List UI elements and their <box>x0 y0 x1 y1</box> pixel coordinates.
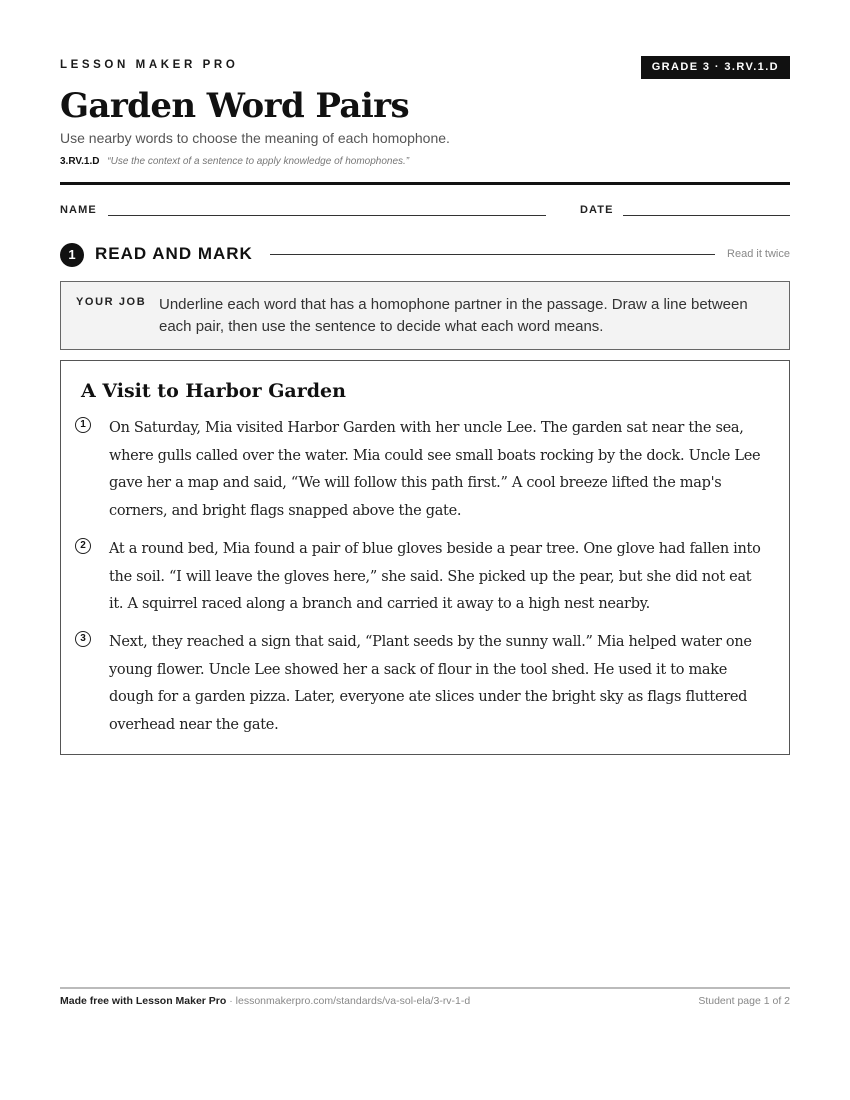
brand-name: LESSON MAKER PRO <box>60 59 239 71</box>
standard-text: “Use the context of a sentence to apply knowledge of homophones.” <box>107 156 410 167</box>
date-field[interactable] <box>623 215 790 216</box>
worksheet-header <box>60 56 790 80</box>
name-date-row <box>60 204 790 218</box>
paragraph-text: Next, they reached a sign that said, “Plant seeds by the sunny wall.” Mia helped water one young flower. Uncle Lee showed her a sack of flour in the tool shed. He used it to make dough for a garden pizza. Later, everyone ate slices under the bright sky as flags fluttered overhead near the gate. <box>109 634 752 733</box>
passage-box <box>60 360 790 755</box>
section-title: READ AND MARK <box>95 244 253 263</box>
section-hint: Read it twice <box>727 248 790 260</box>
page-subtitle: Use nearby words to choose the meaning of each homophone. <box>60 130 450 146</box>
grade-badge: GRADE 3 · 3.RV.1.D <box>641 56 790 79</box>
paragraph-text: At a round bed, Mia found a pair of blue gloves beside a pear tree. One glove had fallen into the soil. “I will leave the gloves here,” she said. She picked up the pear, but she did not eat it. A squirrel raced along a branch and carried it away to a high nest nearby. <box>109 541 761 612</box>
instructions-text: Underline each word that has a homophone partner in the passage. Draw a line between each pair, then use the sentence to decide what each word means. <box>159 296 748 335</box>
paragraph-text: On Saturday, Mia visited Harbor Garden with her uncle Lee. The garden sat near the sea, where gulls called over the water. Mia could see small boats rocking by the dock. Uncle Lee gave her a map and said, “We will follow this path first.” A cool breeze lifted the map's corners, and bright flags snapped above the gate. <box>109 420 761 519</box>
paragraph-number: 1 <box>75 417 91 433</box>
footer <box>60 995 790 1007</box>
instructions-label: YOUR JOB <box>76 296 147 308</box>
standard-code: 3.RV.1.D <box>60 156 100 167</box>
paragraph-number: 2 <box>75 538 91 554</box>
section-divider <box>270 254 715 255</box>
passage-title: A Visit to Harbor Garden <box>81 380 346 402</box>
date-label: DATE <box>580 204 614 216</box>
footer-divider <box>60 987 790 989</box>
name-field[interactable] <box>108 215 546 216</box>
footer-url: · lessonmakerpro.com/standards/va-sol-ela/3-rv-1-d <box>226 995 471 1007</box>
instructions-box <box>60 281 790 350</box>
footer-brand: Made free with Lesson Maker Pro <box>60 995 227 1007</box>
header-divider <box>60 182 790 185</box>
section-number-badge: 1 <box>60 243 84 267</box>
name-label: NAME <box>60 204 97 216</box>
paragraph-number: 3 <box>75 631 91 647</box>
section-header <box>60 243 790 267</box>
page-title: Garden Word Pairs <box>60 86 410 126</box>
footer-page-number: Student page 1 of 2 <box>698 995 790 1007</box>
standard-line <box>60 156 409 167</box>
